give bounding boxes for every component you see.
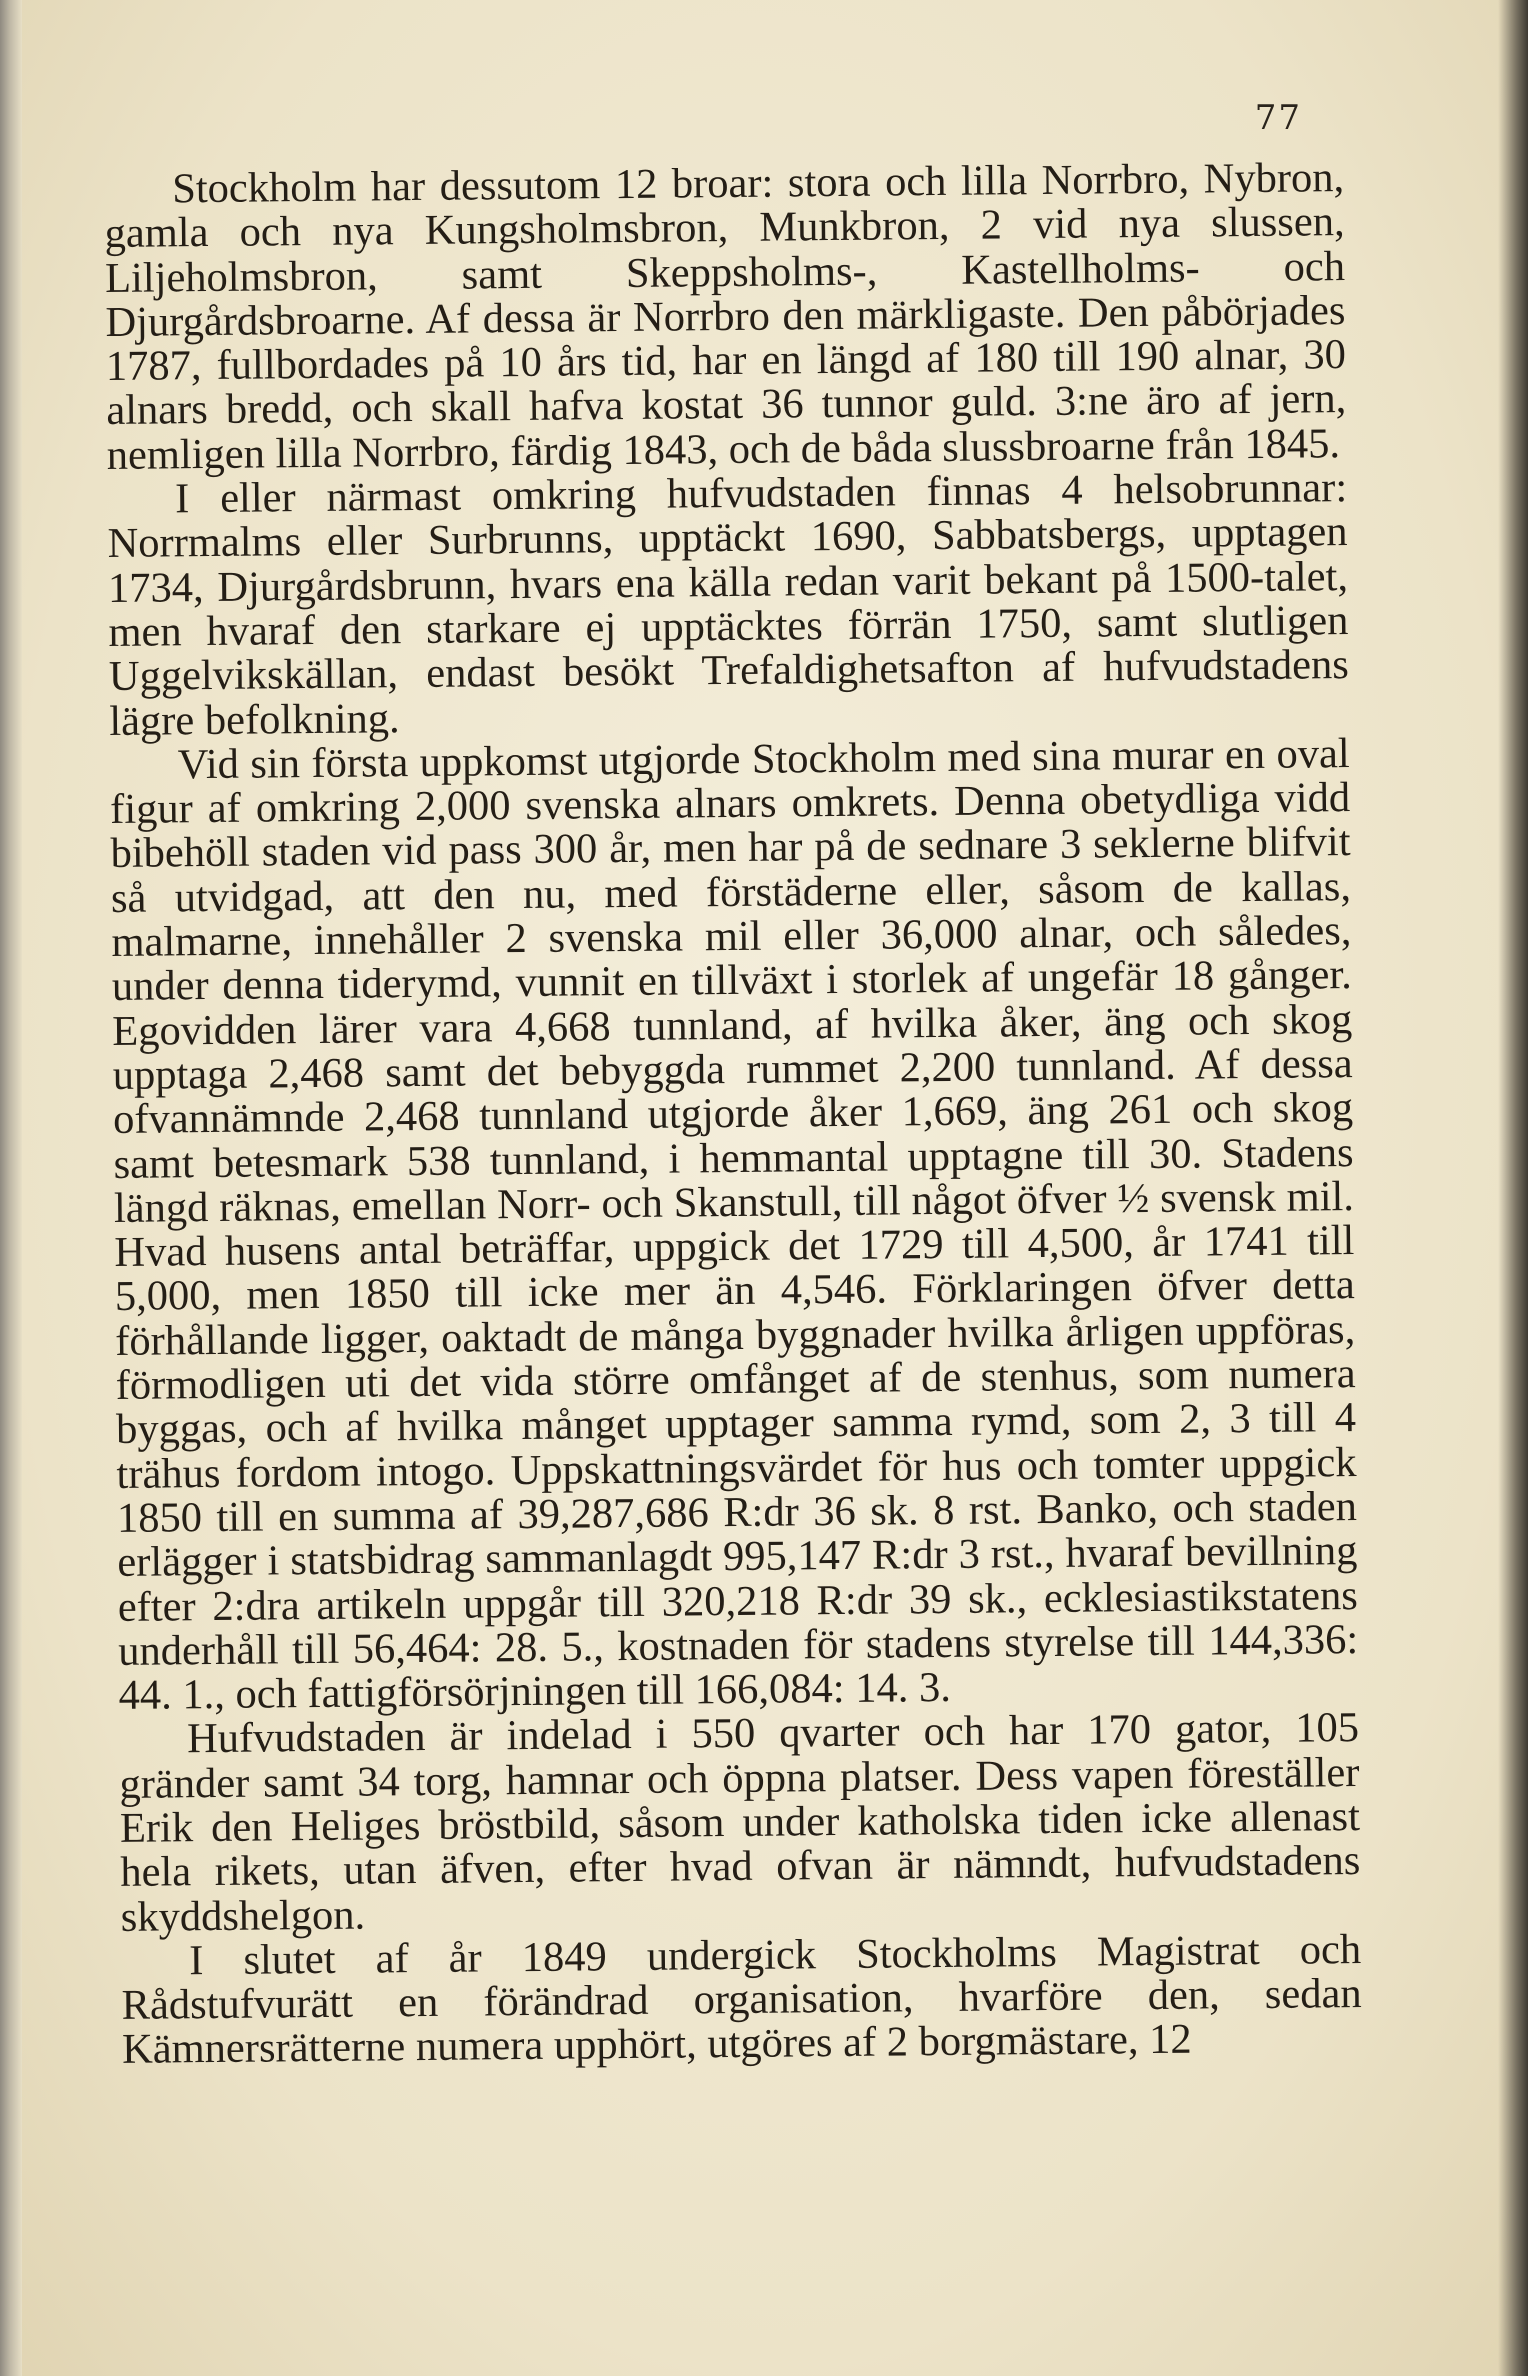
paragraph-wells: I eller närmast omkring hufvudstaden finnas 4 helsobrunnar: Norrmalms eller Surbrunns, upptäckt 1690, Sabbatsbergs, upptagen 1734, Djurgårdsbrunn, hvars ena källa redan varit bekant på 1500-talet, men hvaraf den starkare ej upptäcktes förrän 1750, samt slutligen Uggelvikskällan, endast besökt Trefaldighetsafton af hufvudstadens lägre befolkning. bbox=[107, 464, 1350, 745]
body-text bbox=[104, 156, 1362, 2073]
page-left-edge bbox=[0, 0, 22, 2376]
paragraph-districts: Hufvudstaden är indelad i 550 qvarter och har 170 gator, 105 gränder samt 34 torg, hamnar och öppna platser. Dess vapen föreställer Erik den Heliges bröstbild, såsom under katholska tiden icke allenast hela rikets, utan äfven, efter hvad ofvan är nämndt, hufvudstadens skyddshelgon. bbox=[119, 1704, 1361, 1941]
page-number: 77 bbox=[1254, 98, 1302, 138]
paragraph-bridges: Stockholm har dessutom 12 broar: stora och lilla Norrbro, Nybron, gamla och nya Kungsholmsbron, Munkbron, 2 vid nya slussen, Liljeholmsbron, samt Skeppsholms-, Kastellholms- och Djurgårdsbroarne. Af dessa är Norrbro den märkligaste. Den påbörjades 1787, fullbordades på 10 års tid, har en längd af 180 till 190 alnar, 30 alnars bredd, och skall hafva kostat 36 tunnor guld. 3:ne äro af jern, nemligen lilla Norrbro, färdig 1843, och de båda slussbroarne från 1845. bbox=[104, 154, 1347, 479]
paragraph-city-size: Vid sin första uppkomst utgjorde Stockholm med sina murar en oval figur af omkring 2,000 svenska alnars omkrets. Denna obetydliga vidd bibehöll staden vid pass 300 år, men har på de sednare 3 seklerne blifvit så utvidgad, att den nu, med förstäderne eller, såsom de kallas, malmarne, innehåller 2 svenska mil eller 36,000 alnar, och således, under denna tiderymd, vunnit en tillväxt i storlek af ungefär 18 gånger. Egovidden lärer vara 4,668 tunnland, af hvilka åker, äng och skog upptaga 2,468 samt det bebyggda rummet 2,200 tunnland. Af dessa ofvannämnde 2,468 tunnland utgjorde åker 1,669, äng 261 och skog samt betesmark 538 tunnland, i hemmantal upptagne till 30. Stadens längd räknas, emellan Norr- och Skanstull, till något öfver ½ svensk mil. Hvad husens antal beträffar, uppgick det 1729 till 4,500, år 1741 till 5,000, men 1850 till icke mer än 4,546. Förklaringen öfver detta förhållande ligger, oaktadt de många byggnader hvilka årligen uppföras, förmodligen uti det vida större omfånget af de stenhus, som numera byggas, och af hvilka månget upptager samma rymd, som 2, 3 till 4 trähus fordom intogo. Uppskattningsvärdet för hus och tomter uppgick 1850 till en summa af 39,287,686 R:dr 36 sk. 8 rst. Banko, och staden erlägger i statsbidrag sammanlagdt 995,147 R:dr 3 rst., hvaraf bevillning efter 2:dra artikeln uppgår till 320,218 R:dr 39 sk., ecklesiastikstatens underhåll till 56,464: 28. 5., kostnaden för stadens styrelse till 144,336: 44. 1., och fattigförsörjningen till 166,084: 14. 3. bbox=[109, 729, 1359, 1720]
page-binding-shadow bbox=[1498, 0, 1528, 2376]
paragraph-magistrate: I slutet af år 1849 undergick Stockholms Magistrat och Rådstufvurätt en förändrad organisation, hvarföre den, sedan Kämnersrätterne numera upphört, utgöres af 2 borgmästare, 12 bbox=[121, 1925, 1362, 2074]
